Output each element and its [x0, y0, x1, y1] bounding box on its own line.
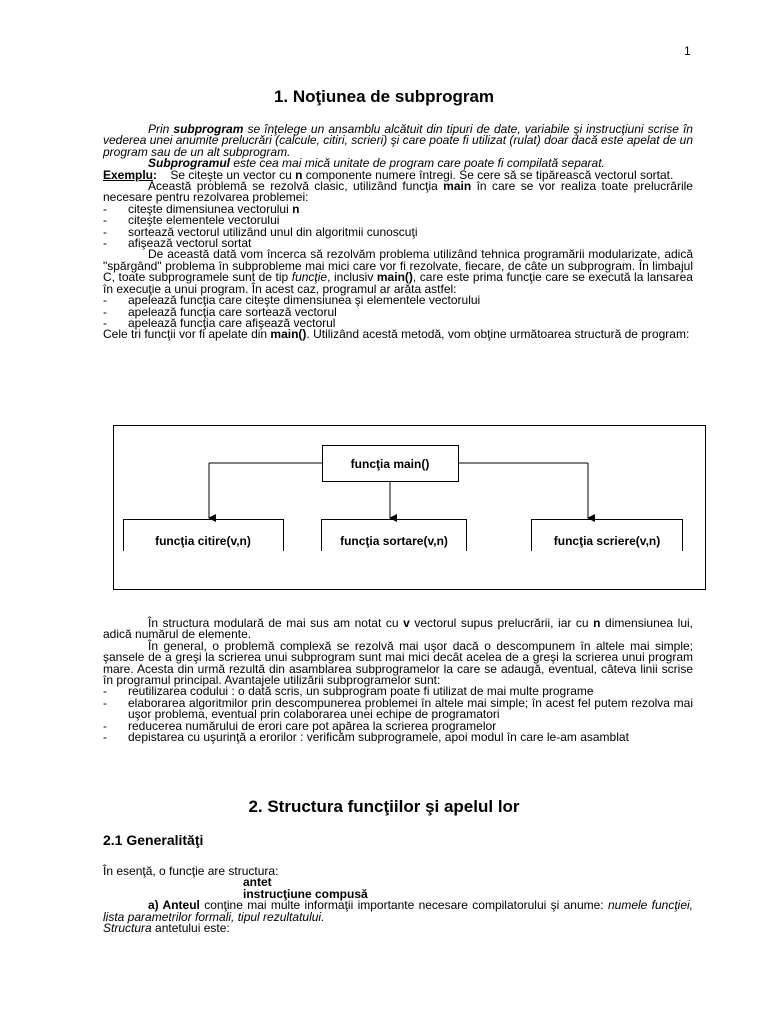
essence-text: În esenţă, o funcţie are structura:	[103, 864, 279, 878]
step-item: - citeşte dimensiunea vectorului n	[103, 204, 693, 215]
section-2-body	[103, 866, 693, 934]
citire-label: funcţia citire(v,n)	[155, 534, 251, 548]
section-1-title: 1. Noţiunea de subprogram	[273, 87, 495, 106]
example-paragraph: Exemplu: Se citeşte un vector cu n componente numere întregi. Se cere să se tipărească vectorul sortat.	[103, 167, 674, 182]
advantage-item: - reutilizarea codului : o dată scris, un subprogram poate fi utilizat de mai multe programe	[103, 686, 693, 697]
section-1-continued	[103, 618, 693, 743]
after-paragraph: Cele tri funcţii vor fi apelate din main(). Utilizând acestă metodă, vom obţine următoarea structură de program:	[103, 327, 690, 342]
intro-paragraph: Prin subprogram se înţelege un ansamblu alcătuit din tipuri de date, variabile şi instrucţiuni scrise în vederea unei anumite prelucrări (calcule, citiri, scrieri) şi care poate fi utilizat (rulat) doar dacă este apelat de un program sau de un alt subprogram.	[103, 122, 693, 159]
sortare-label: funcţia sortare(v,n)	[340, 534, 448, 548]
step-item: - citeşte elementele vectorului	[103, 215, 693, 226]
subsection-2-1-title: 2.1 Generalităţi	[103, 832, 204, 848]
program-structure-diagram	[113, 425, 706, 590]
advantage-item: - elaborarea algoritmilor prin descompunerea problemei în altele mai simple; în acest fel putem rezolva mai uşor problema, eventual prin colaborarea unei echipe de programatori	[103, 698, 693, 721]
section-2-title: 2. Structura funcţiilor şi apelul lor	[248, 797, 520, 816]
general-paragraph: În general, o problemă complexă se rezolvă mai uşor dacă o descompunem în altele mai simple; şansele de a greşi la scrierea unui subprogram sunt mai mici decât acelea de a greşi la scrierea unui program mare. Acesta din urmă rezultă din asamblarea subprogramelor la care se adaugă, eventual, câteva linii scrise în programul principal. Avantajele utilizării subprogramelor sunt:	[103, 638, 693, 688]
step-item: - sortează vectorul utilizând unul din algoritmii cunoscuţi	[103, 227, 693, 238]
call-item: - apelează funcţia care citeşte dimensiunea şi elementele vectorului	[103, 295, 693, 306]
step-item: - afişează vectorul sortat	[103, 238, 693, 249]
main-function-label: funcţia main()	[350, 457, 430, 471]
definition-paragraph: Subprogramul este cea mai mică unitate de program care poate fi compilată separat.	[148, 156, 605, 171]
modular-paragraph: De această dată vom încerca să rezolvăm problema utilizând tehnica programării modularizate, adică "spărgând" problema în subprobleme mai mici care vor fi rezolvate, fiecare, de câte un subprogram. În limbajul C, toate subprogramele sunt de tip funcţie, inclusiv main(), care este prima funcţie care se execută la lansarea în execuţie a unui program. În acest caz, programul ar arăta astfel:	[103, 247, 693, 296]
header-paragraph: a) Anteul conţine mai multe informaţii importante necesare compilatorului şi anume: numele funcţiei, lista parametrilor formali, tipul rezultatului.	[103, 898, 694, 924]
section-1-body	[103, 124, 693, 341]
structure-line-instructiune: instrucţiune compusă	[243, 886, 368, 901]
structure-line-antet: antet	[243, 875, 272, 890]
advantage-item: - reducerea numărului de erori care pot apărea la scrierea programelor	[103, 721, 693, 732]
header-structure-text: Structura antetului este:	[103, 921, 230, 936]
scriere-label: funcţia scriere(v,n)	[553, 534, 661, 548]
page-number: 1	[684, 44, 691, 58]
structure-paragraph: În structura modulară de mai sus am notat cu v vectorul supus prelucrării, iar cu n dimensiunea lui, adică numărul de elemente.	[103, 616, 693, 642]
call-item: - apelează funcţia care sortează vectorul	[103, 307, 693, 318]
call-item: - apelează funcţia care afişează vectorul	[103, 318, 693, 329]
advantage-item: - depistarea cu uşurinţă a erorilor : verificăm subprogramele, apoi modul în care le-am asamblat	[103, 732, 693, 743]
classic-paragraph: Această problemă se rezolvă clasic, utilizând funcţia main în care se vor realiza toate prelucrările necesare pentru rezolvarea problemei:	[103, 179, 693, 205]
